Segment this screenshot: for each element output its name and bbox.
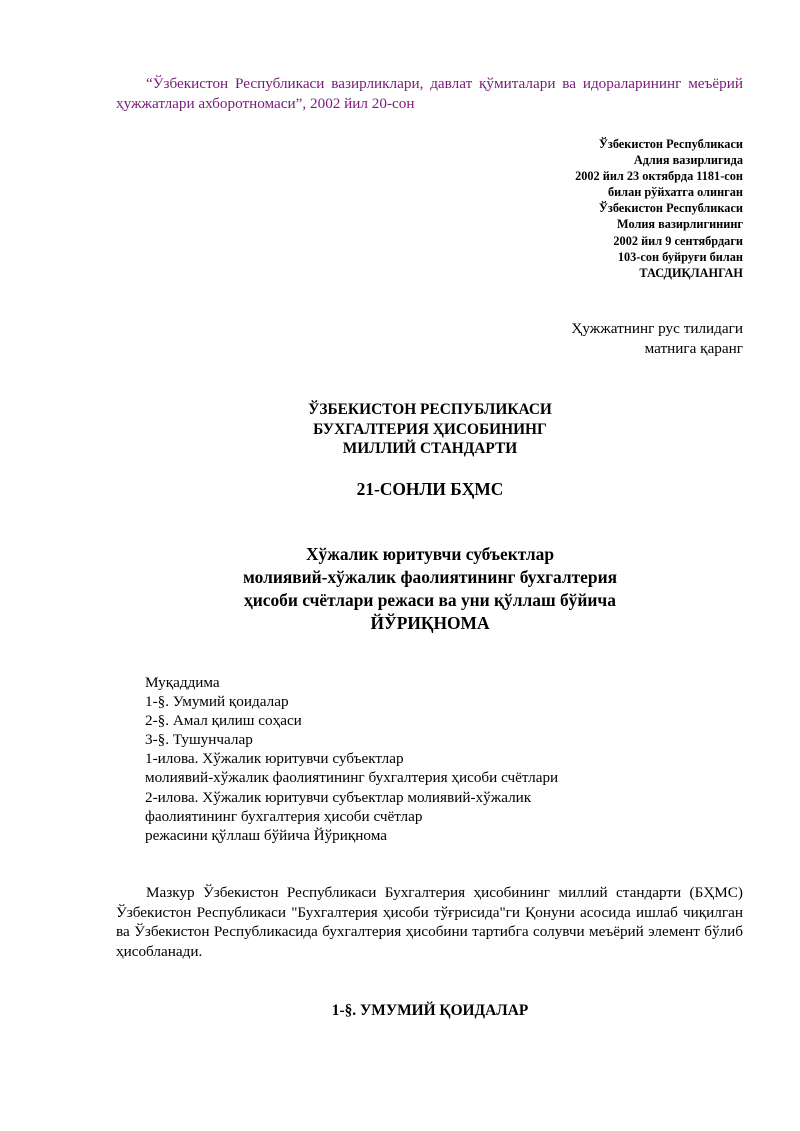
table-of-contents [145, 673, 558, 845]
document-title-line: Хўжалик юритувчи субъектлар [305, 544, 555, 564]
toc-item[interactable]: Муқаддима [145, 674, 220, 691]
approval-line: Ўзбекистон Республикаси [598, 137, 743, 151]
standard-title-line: БУХГАЛТЕРИЯ ҲИСОБИНИНГ [313, 420, 547, 438]
toc-item[interactable]: 2-илова. Хўжалик юритувчи субъектлар молиявий-хўжалик [145, 788, 532, 806]
document-title-line: ЙЎРИҚНОМА [370, 613, 490, 633]
section-heading: 1-§. УМУМИЙ ҚОИДАЛАР [331, 1002, 529, 1019]
document-title [0, 543, 800, 635]
standard-title-line: ЎЗБЕКИСТОН РЕСПУБЛИКАСИ [308, 401, 552, 418]
intro-paragraph: Мазкур Ўзбекистон Республикаси Бухгалтерия ҳисобининг миллий стандарти (БҲМС) Ўзбекистон Республикаси "Бухгалтерия ҳисоби тўғрисида"ги Қонуни асосида ишлаб чиқилган ва Ўзбекистон Республикасида бухгалтерия ҳисобини тартибга солувчи меъёрий элемент бўлиб ҳисобланади. [116, 884, 743, 960]
approval-block [575, 136, 743, 281]
source-note-link[interactable]: “Ўзбекистон Республикаси вазирликлари, давлат қўмиталари ва идораларининг меъёрий ҳужжатлари ахборотномаси”, 2002 йил 20-сон [116, 75, 743, 112]
russian-text-link[interactable] [571, 319, 743, 358]
standard-number: 21-СОНЛИ БҲМС [356, 479, 504, 499]
approval-line: Адлия вазирлигида [633, 153, 743, 168]
standard-title [0, 400, 800, 459]
document-title-line: ҳисоби счётлари режаси ва уни қўллаш бўйича [244, 590, 616, 610]
approval-line: Молия вазирлигининг [617, 217, 743, 232]
toc-item[interactable]: 1-§. Умумий қоидалар [145, 693, 289, 711]
source-note [116, 74, 743, 114]
russian-link-line[interactable]: матнига қаранг [644, 339, 743, 357]
toc-item[interactable]: молиявий-хўжалик фаолиятининг бухгалтерия ҳисоби счётлари [145, 769, 559, 787]
approval-line: билан рўйхатга олинган [607, 185, 743, 200]
toc-item[interactable]: фаолиятининг бухгалтерия ҳисоби счётлар [145, 807, 423, 825]
standard-title-line: МИЛЛИЙ СТАНДАРТИ [342, 440, 518, 457]
toc-item[interactable]: режасини қўллаш бўйича Йўриқнома [145, 826, 387, 844]
approval-line: Ўзбекистон Республикаси [598, 201, 743, 216]
approval-line: 2002 йил 9 сентябрдаги [613, 233, 743, 248]
toc-item[interactable]: 2-§. Амал қилиш соҳаси [145, 712, 302, 730]
document-title-line: молиявий-хўжалик фаолиятининг бухгалтерия [242, 567, 618, 587]
toc-item[interactable]: 1-илова. Хўжалик юритувчи субъектлар [145, 750, 404, 768]
russian-link-line[interactable]: Ҳужжатнинг рус тилидаги [571, 320, 743, 337]
approval-line: 2002 йил 23 октябрда 1181-сон [575, 169, 743, 184]
toc-item[interactable]: 3-§. Тушунчалар [145, 731, 253, 749]
approval-line: ТАСДИҚЛАНГАН [639, 265, 743, 280]
approval-line: 103-сон буйруғи билан [617, 249, 743, 264]
